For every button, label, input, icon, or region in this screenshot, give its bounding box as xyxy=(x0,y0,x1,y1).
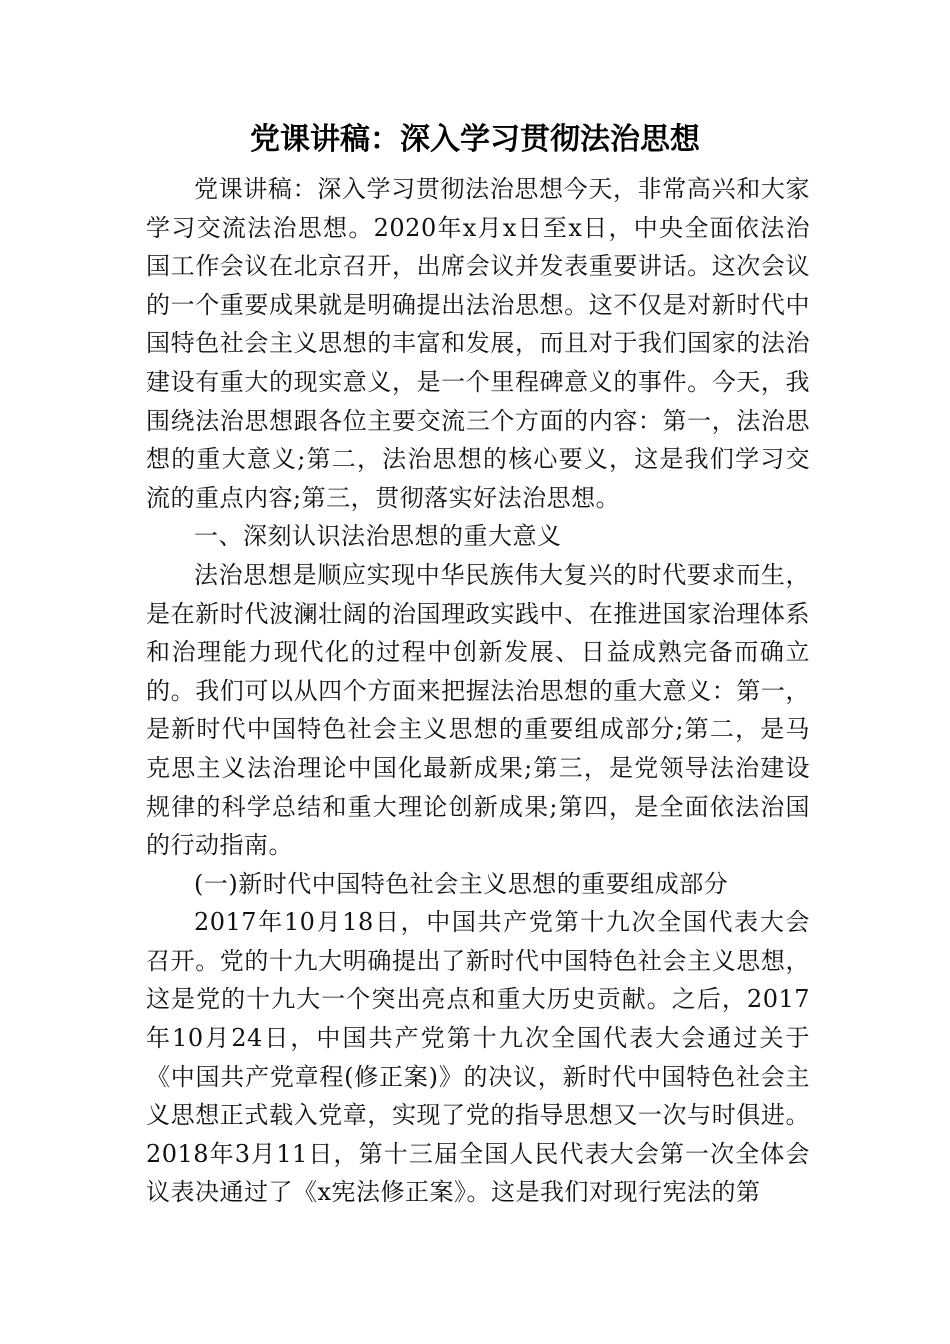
intro-paragraph: 党课讲稿：深入学习贯彻法治思想今天，非常高兴和大家学习交流法治思想。2020年x月x日至x日，中央全面依法治国工作会议在北京召开，出席会议并发表重要讲话。这次会议的一个重要成果就是明确提出法治思想。这不仅是对新时代中国特色社会主义思想的丰富和发展，而且对于我们国家的法治建设有重大的现实意义，是一个里程碑意义的事件。今天，我围绕法治思想跟各位主要交流三个方面的内容：第一，法治思想的重大意义;第二，法治思想的核心要义，这是我们学习交流的重点内容;第三，贯彻落实好法治思想。 xyxy=(146,175,810,512)
section-heading-1: 一、深刻认识法治思想的重大意义 xyxy=(194,522,562,551)
document-title: 党课讲稿：深入学习贯彻法治思想 xyxy=(250,122,700,157)
subsection-heading-1: (一)新时代中国特色社会主义思想的重要组成部分 xyxy=(194,869,729,898)
section-1-paragraph: 法治思想是顺应实现中华民族伟大复兴的时代要求而生，是在新时代波澜壮阔的治国理政实践中、在推进国家治理体系和治理能力现代化的过程中创新发展、日益成熟完备而确立的。我们可以从四个方面来把握法治思想的重大意义：第一，是新时代中国特色社会主义思想的重要组成部分;第二，是马克思主义法治理论中国化最新成果;第三，是党领导法治建设规律的科学总结和重大理论创新成果;第四，是全面依法治国的行动指南。 xyxy=(146,560,810,860)
document-body xyxy=(146,170,810,1212)
subsection-1-paragraph: 2017年10月18日，中国共产党第十九次全国代表大会召开。党的十九大明确提出了新时代中国特色社会主义思想，这是党的十九大一个突出亮点和重大历史贡献。之后，2017年10月24日，中国共产党第十九次全国代表大会通过关于《中国共产党章程(修正案)》的决议，新时代中国特色社会主义思想正式载入党章，实现了党的指导思想又一次与时俱进。2018年3月11日，第十三届全国人民代表大会第一次全体会议表决通过了《x宪法修正案》。这是我们对现行宪法的第 xyxy=(146,908,810,1207)
